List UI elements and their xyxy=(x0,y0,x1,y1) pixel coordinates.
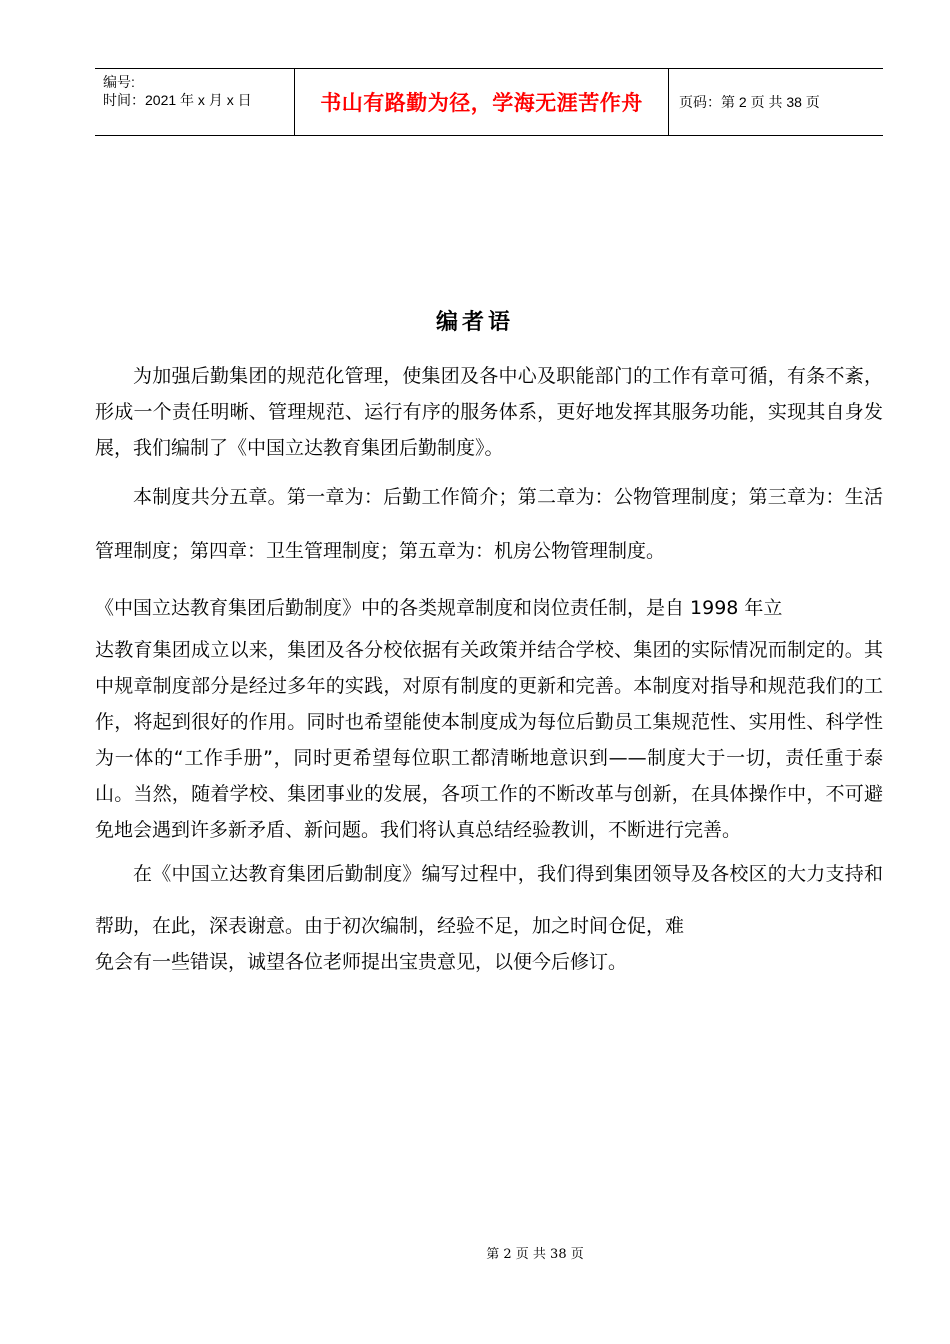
page-footer: 第 2 页 共 38 页 xyxy=(486,1247,584,1262)
header-motto: 书山有路勤为径，学海无涯苦作舟 xyxy=(295,69,669,135)
paragraph-1: 为加强后勤集团的规范化管理，使集团及各中心及职能部门的工作有章可循，有条不紊，形成一个责任明晰、管理规范、运行有序的服务体系，更好地发挥其服务功能，实现其自身发展，我们编制了《中国立达教育集团后勤制度》。 xyxy=(95,365,883,459)
header-time-label: 时间：2021 年 x 月 x 日 xyxy=(103,92,252,108)
page-header xyxy=(95,68,883,136)
paragraph-3-first-line: 《中国立达教育集团后勤制度》中的各类规章制度和岗位责任制，是自 1998 年立 xyxy=(95,597,783,619)
paragraph-3 xyxy=(95,584,883,848)
header-page-label: 页码：第 2 页 共 38 页 xyxy=(679,94,820,110)
paragraph-2: 本制度共分五章。第一章为：后勤工作简介；第二章为：公物管理制度；第三章为：生活管理制度；第四章：卫生管理制度；第五章为：机房公物管理制度。 xyxy=(95,486,883,562)
paragraph-3-rest: 达教育集团成立以来，集团及各分校依据有关政策并结合学校、集团的实际情况而制定的。其中规章制度部分是经过多年的实践，对原有制度的更新和完善。本制度对指导和规范我们的工作，将起到很好的作用。同时也希望能使本制度成为每位后勤员工集规范性、实用性、科学性为一体的“工作手册”，同时更希望每位职工都清晰地意识到——制度大于一切，责任重于泰山。当然，随着学校、集团事业的发展，各项工作的不断改革与创新，在具体操作中，不可避免地会遇到许多新矛盾、新问题。我们将认真总结经验教训，不断进行完善。 xyxy=(95,639,883,841)
document-body xyxy=(95,358,883,980)
paragraph-4-main: 在《中国立达教育集团后勤制度》编写过程中，我们得到集团领导及各校区的大力支持和帮助，在此，深表谢意。由于初次编制，经验不足，加之时间仓促，难 xyxy=(95,863,883,937)
paragraph-4 xyxy=(95,848,883,980)
page-title: 编者语 xyxy=(435,309,514,335)
header-meta xyxy=(95,69,295,135)
header-number-label: 编号: xyxy=(103,74,135,90)
paragraph-4-tail: 免会有一些错误，诚望各位老师提出宝贵意见，以便今后修订。 xyxy=(95,951,628,973)
